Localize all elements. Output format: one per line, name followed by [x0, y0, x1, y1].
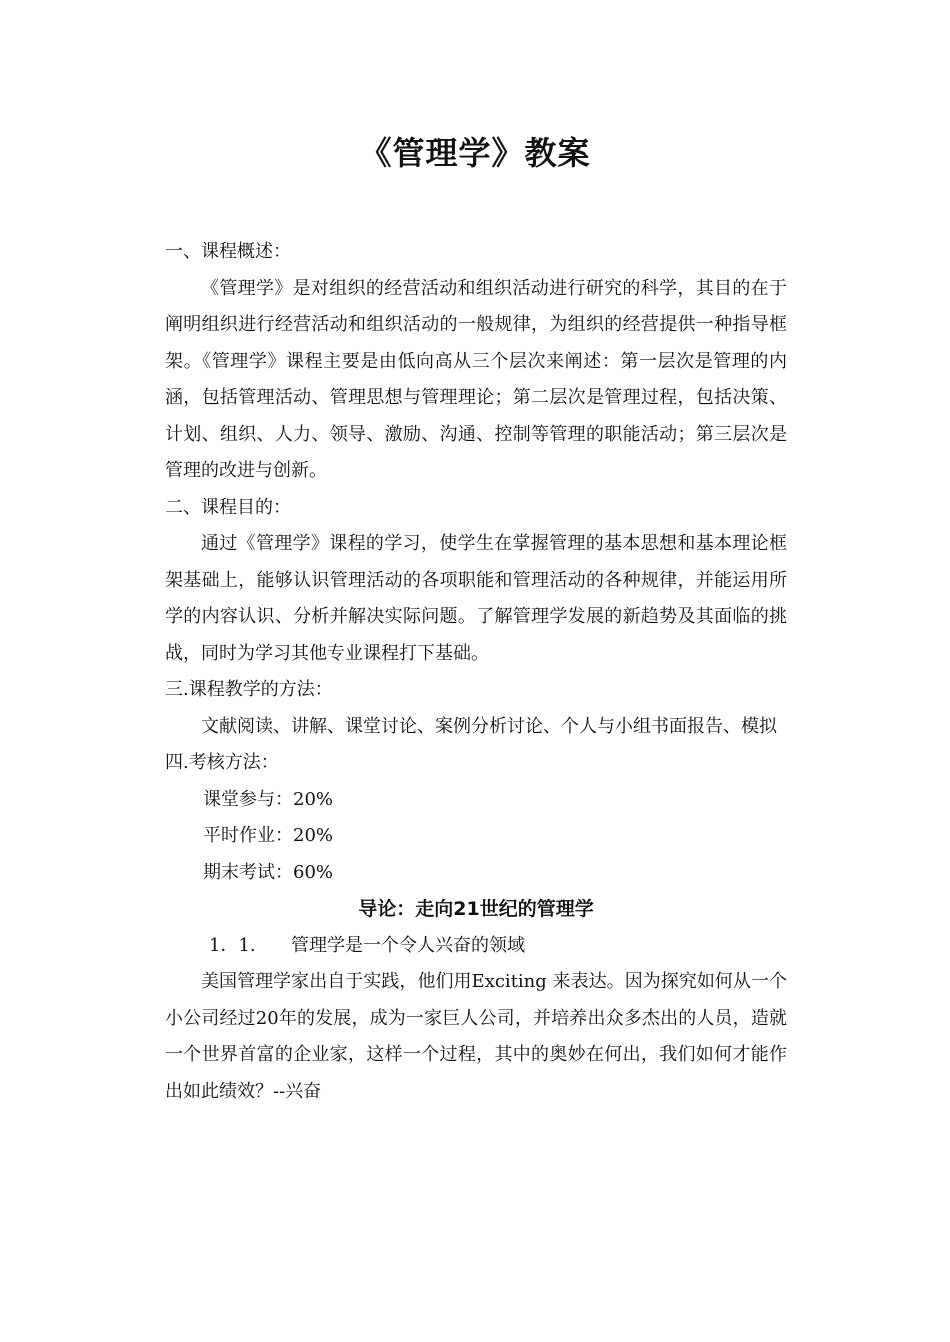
assessment-item: 课堂参与：20%: [203, 788, 334, 810]
assessment-item: 期末考试：60%: [203, 861, 334, 883]
assessment-item: 平时作业：20%: [203, 825, 334, 846]
section-heading-methods: 三.课程教学的方法：: [165, 679, 333, 700]
intro-section-number: 1．1.: [209, 934, 256, 956]
section-heading-overview: 一、课程概述：: [165, 241, 291, 262]
section-body-methods: 文献阅读、讲解、课堂讨论、案例分析讨论、个人与小组书面报告、模拟: [201, 715, 777, 737]
intro-section-title: 管理学是一个令人兴奋的领域: [291, 934, 525, 956]
document-body: [165, 234, 787, 1110]
section-heading-assessment: 四.考核方法：: [165, 752, 279, 773]
intro-section-body: 美国管理学家出自于实践，他们用Exciting 来表达。因为探究如何从一个小公司经过20年的发展，成为一家巨人公司，并培养出众多杰出的人员，造就一个世界首富的企业家，这样一个过程，其中的奥妙在何出，我们如何才能作出如此绩效？--兴奋: [165, 971, 787, 1102]
intro-section-heading: [165, 928, 787, 965]
section-heading-objective: 二、课程目的：: [165, 496, 291, 518]
section-body-objective: 通过《管理学》课程的学习，使学生在掌握管理的基本思想和基本理论框架基础上，能够认识管理活动的各项职能和管理活动的各种规律，并能运用所学的内容认识、分析并解决实际问题。了解管理学发展的新趋势及其面临的挑战，同时为学习其他专业课程打下基础。: [165, 533, 787, 664]
document-title: 《管理学》教案: [359, 134, 591, 172]
section-body-overview: 《管理学》是对组织的经营活动和组织活动进行研究的科学，其目的在于阐明组织进行经营活动和组织活动的一般规律，为组织的经营提供一种指导框架。《管理学》课程主要是由低向高从三个层次来阐述：第一层次是管理的内涵，包括管理活动、管理思想与管理理论；第二层次是管理过程，包括决策、计划、组织、人力、领导、激励、沟通、控制等管理的职能活动；第三层次是管理的改进与创新。: [165, 277, 787, 481]
intro-title: 导论：走向21世纪的管理学: [358, 898, 594, 920]
